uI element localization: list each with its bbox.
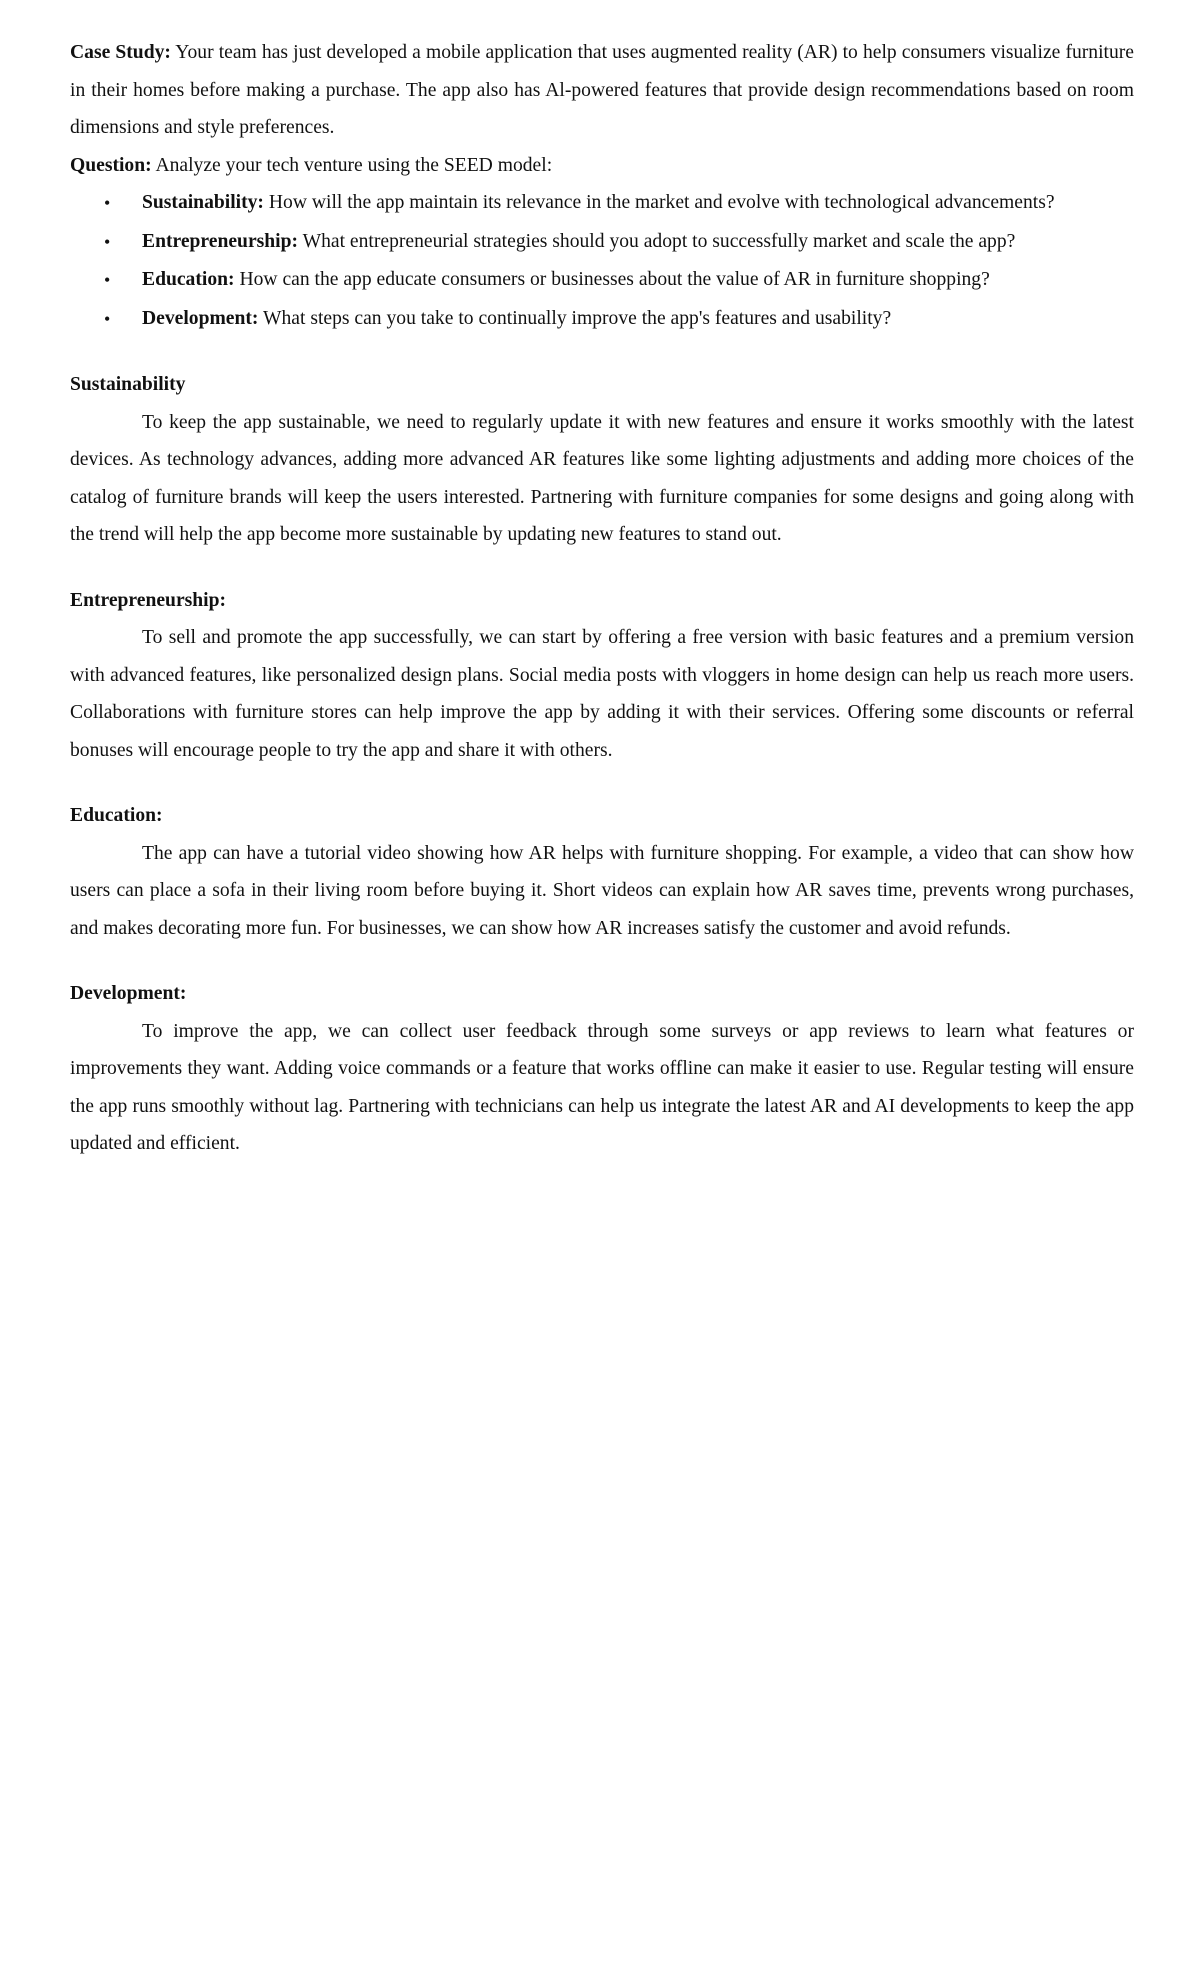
section-entrepreneurship — [70, 582, 1134, 770]
section-gap — [70, 554, 1134, 582]
question-item-text: How will the app maintain its relevance in the market and evolve with technological advancements? — [263, 192, 1055, 213]
bullet-icon: • — [104, 193, 111, 213]
question-item-education — [70, 261, 1134, 300]
section-body: To sell and promote the app successfully, we can start by offering a free version with basic features and a premium version with advanced features, like personalized design plans. Social media posts with vloggers in home design can help us reach more users. Collaborations with furniture stores can help improve the app by adding it with their services. Offering some discounts or referral bonuses will encourage people to try the app and share it with others. — [70, 627, 1134, 761]
question-item-label: Sustainability: — [142, 192, 264, 213]
question-paragraph — [70, 147, 1134, 185]
section-heading: Development: — [70, 983, 187, 1004]
section-gap — [70, 947, 1134, 975]
question-item-development — [70, 300, 1134, 339]
section-heading: Entrepreneurship: — [70, 589, 227, 611]
seed-question-list — [70, 184, 1134, 338]
question-item-text: How can the app educate consumers or businesses about the value of AR in furniture shopping? — [234, 269, 990, 290]
section-gap — [70, 769, 1134, 797]
question-item-label: Development: — [142, 307, 259, 329]
bullet-icon: • — [104, 231, 111, 252]
section-gap — [70, 338, 1134, 366]
document-page — [70, 34, 1134, 1163]
section-heading: Education: — [70, 805, 163, 826]
section-body: The app can have a tutorial video showing how AR helps with furniture shopping. For example, a video that can show how users can place a sofa in their living room before buying it. Short videos can explain how AR saves time, prevents wrong purchases, and makes decorating more fun. For businesses, we can show how AR increases satisfy the customer and avoid refunds. — [70, 842, 1134, 939]
case-study-label: Case Study: — [70, 42, 171, 63]
question-item-text: What entrepreneurial strategies should you adopt to successfully market and scale the app? — [298, 230, 1016, 252]
section-body: To improve the app, we can collect user feedback through some surveys or app reviews to learn what features or improvements they want. Adding voice commands or a feature that works offline can make it easier to use. Regular testing will ensure the app runs smoothly without lag. Partnering with technicians can help us integrate the latest AR and AI developments to keep the app updated and efficient. — [70, 1020, 1134, 1154]
bullet-icon: • — [104, 308, 111, 329]
bullet-icon: • — [104, 270, 111, 290]
question-item-sustainability — [70, 184, 1134, 223]
question-item-entrepreneurship — [70, 223, 1134, 262]
section-education — [70, 797, 1134, 947]
section-heading: Sustainability — [70, 374, 186, 395]
question-text: Analyze your tech venture using the SEED model: — [151, 154, 553, 176]
section-body: To keep the app sustainable, we need to regularly update it with new features and ensure it works smoothly with the latest devices. As technology advances, adding more advanced AR features like some lighting adjustments and adding more choices of the catalog of furniture brands will keep the users interested. Partnering with furniture companies for some designs and going along with the trend will help the app become more sustainable by updating new features to stand out. — [70, 411, 1134, 545]
question-item-text: What steps can you take to continually improve the app's features and usability? — [258, 307, 892, 329]
case-study-text: Your team has just developed a mobile application that uses augmented reality (AR) to help consumers visualize furniture in their homes before making a purchase. The app also has Al-powered features that provide design recommendations based on room dimensions and style preferences. — [70, 42, 1134, 138]
question-item-label: Entrepreneurship: — [142, 230, 299, 252]
question-item-label: Education: — [142, 269, 235, 290]
question-label: Question: — [70, 154, 152, 176]
case-study-paragraph — [70, 34, 1134, 147]
section-sustainability — [70, 366, 1134, 554]
section-development — [70, 975, 1134, 1163]
